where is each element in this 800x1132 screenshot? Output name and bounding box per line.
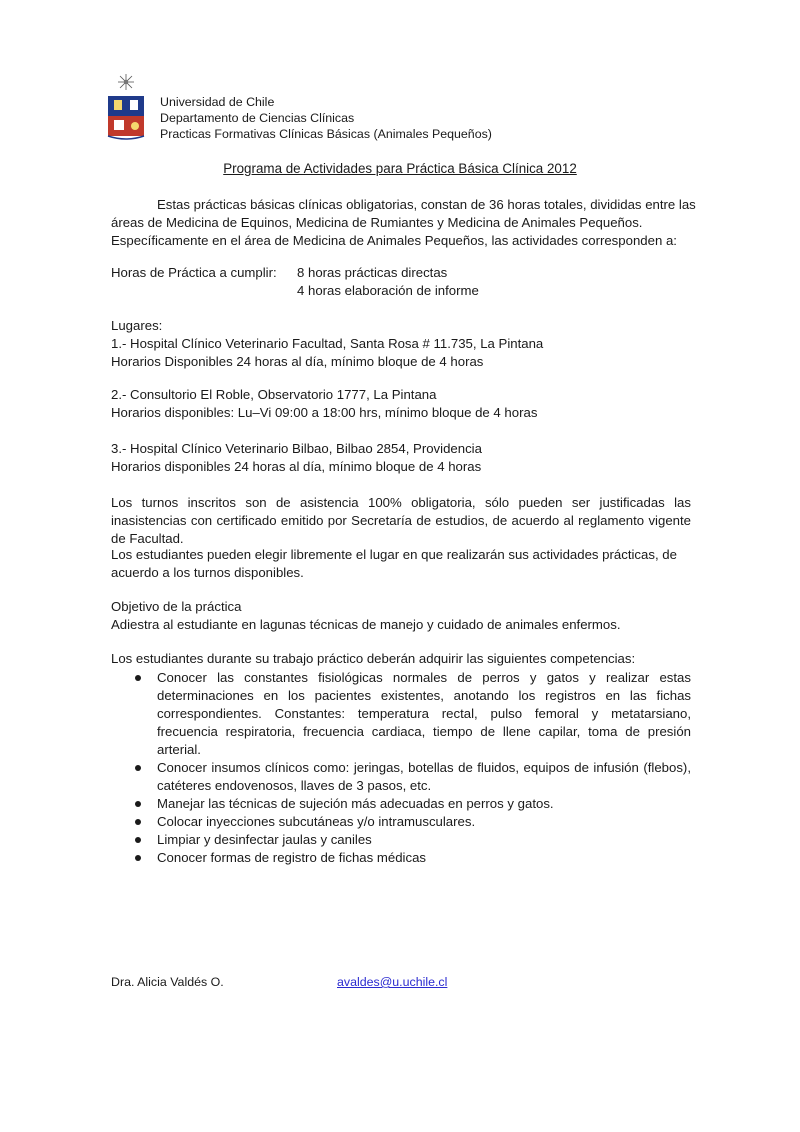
program-name: Practicas Formativas Clínicas Básicas (Animales Pequeños) — [160, 127, 492, 141]
place-2-schedule: Horarios disponibles: Lu–Vi 09:00 a 18:00 hrs, mínimo bloque de 4 horas — [111, 405, 538, 420]
competency-item: Conocer formas de registro de fichas médicas — [111, 849, 691, 867]
signer-name: Dra. Alicia Valdés O. — [111, 975, 224, 989]
competency-item: Colocar inyecciones subcutáneas y/o intramusculares. — [111, 813, 691, 831]
intro-line-1: Estas prácticas básicas clínicas obligatorias, constan de 36 horas totales, divididas entre las — [157, 197, 696, 212]
competency-item: Conocer insumos clínicos como: jeringas, botellas de fluidos, equipos de infusión (flebos), catéteres endovenosos, llaves de 3 pasos, etc. — [111, 759, 691, 795]
bullet-icon — [135, 855, 141, 861]
bullet-icon — [135, 801, 141, 807]
university-name: Universidad de Chile — [160, 95, 275, 109]
place-2-name: 2.- Consultorio El Roble, Observatorio 1777, La Pintana — [111, 387, 437, 402]
competency-item: Conocer las constantes fisiológicas normales de perros y gatos y realizar estas determinaciones en los pacientes existentes, anotando los registros en las fichas correspondientes. Constantes: temperatura rectal, pulso femoral y metatarsiano, frecuencia respiratoria, frecuencia cardiaca, tiempo de llene capilar, toma de presión arterial. — [111, 669, 691, 759]
objective-text: Adiestra al estudiante en lagunas técnicas de manejo y cuidado de animales enfermos. — [111, 617, 621, 632]
place-3-name: 3.- Hospital Clínico Veterinario Bilbao, Bilbao 2854, Providencia — [111, 441, 482, 456]
hours-report: 4 horas elaboración de informe — [297, 283, 479, 298]
competencies-intro: Los estudiantes durante su trabajo práctico deberán adquirir las siguientes competencias: — [111, 651, 636, 666]
place-1-name: 1.- Hospital Clínico Veterinario Facultad, Santa Rosa # 11.735, La Pintana — [111, 336, 544, 351]
hours-label: Horas de Práctica a cumplir: — [111, 265, 277, 280]
bullet-icon — [135, 765, 141, 771]
attendance-paragraph: Los turnos inscritos son de asistencia 100% obligatoria, sólo pueden ser justificadas las inasistencias con certificado emitido por Secretaría de estudios, de acuerdo al reglamento vigente de Facultad. — [111, 495, 691, 546]
intro-line-2: áreas de Medicina de Equinos, Medicina de Rumiantes y Medicina de Animales Pequeños. — [111, 215, 643, 230]
bullet-icon — [135, 675, 141, 681]
competency-item: Limpiar y desinfectar jaulas y caniles — [111, 831, 691, 849]
bullet-icon — [135, 837, 141, 843]
signer-email-link[interactable]: avaldes@u.uchile.cl — [337, 975, 448, 989]
university-crest-logo — [106, 70, 146, 142]
hours-direct: 8 horas prácticas directas — [297, 265, 448, 280]
institution-header — [160, 94, 492, 142]
places-heading: Lugares: — [111, 318, 163, 333]
competencies-list — [111, 669, 691, 867]
choice-paragraph: Los estudiantes pueden elegir libremente el lugar en que realizarán sus actividades prácticas, de acuerdo a los turnos disponibles. — [111, 547, 677, 580]
place-1-schedule: Horarios Disponibles 24 horas al día, mínimo bloque de 4 horas — [111, 354, 484, 369]
objective-heading: Objetivo de la práctica — [111, 599, 242, 614]
bullet-icon — [135, 819, 141, 825]
place-3-schedule: Horarios disponibles 24 horas al día, mínimo bloque de 4 horas — [111, 459, 482, 474]
competency-item: Manejar las técnicas de sujeción más adecuadas en perros y gatos. — [111, 795, 691, 813]
department-name: Departamento de Ciencias Clínicas — [160, 111, 355, 125]
intro-line-3: Específicamente en el área de Medicina de Animales Pequeños, las actividades corresponden a: — [111, 233, 677, 248]
document-title: Programa de Actividades para Práctica Básica Clínica 2012 — [223, 161, 577, 176]
